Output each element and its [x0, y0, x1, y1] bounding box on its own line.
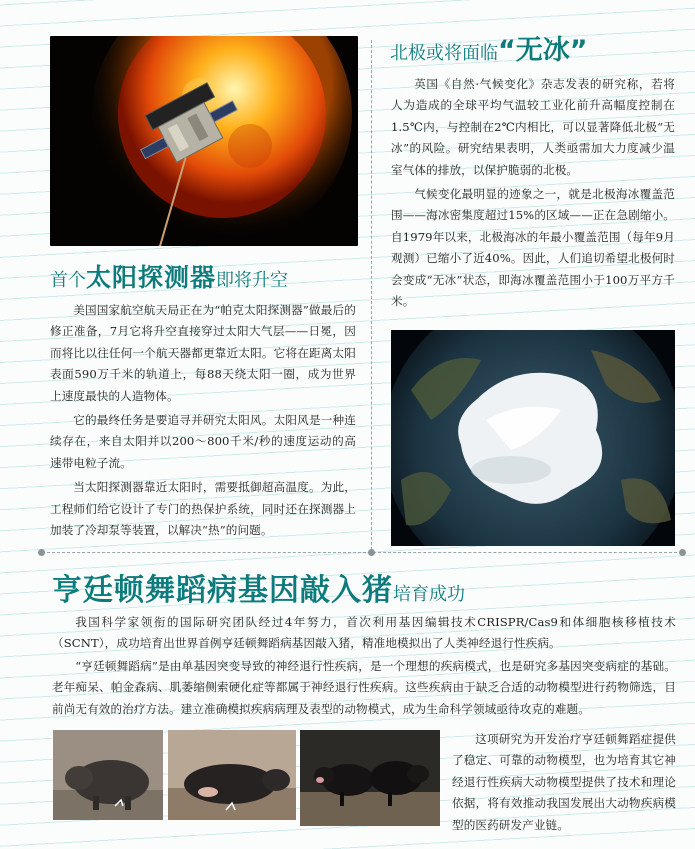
parker-solar-probe-image	[50, 36, 358, 246]
sun-title-suffix: 即将升空	[216, 270, 289, 291]
sun-paragraph: 美国国家航空航天局正在为“帕克太阳探测器”做最后的修正准备，7月它将升空直接穿过太阳大气层——日冕，因而将比以往任何一个航天器都更靠近太阳。它将在距离太阳表面590万千米的轨道上，每88天绕太阳一圈，成为世界上速度最快的人造物体。	[50, 303, 356, 403]
arctic-title-main: “无冰”	[498, 35, 588, 66]
sun-paragraph: 当太阳探测器靠近太阳时，需要抵御超高温度。为此，工程师们给它设计了专门的热保护系统，同时还在探测器上加装了冷却泵等装置，以解决“热”的问题。	[50, 480, 356, 538]
pig-title-main: 亨廷顿舞蹈病基因敲入猪	[52, 573, 393, 608]
pig-paragraph: “亨廷顿舞蹈病”是由单基因突变导致的神经退行性疾病，是一个理想的疾病模式，也是研究多基因突变病症的基础。老年痴呆、帕金森病、肌萎缩侧索硬化症等都属于神经退行性疾病。这些疾病由于缺乏合适的动物模型进行药物筛选，目前尚无有效的治疗方法。建立准确模拟疾病病理及表型的动物模式，成为生命科学领域亟待攻克的难题。	[52, 658, 676, 716]
arctic-title-prefix: 北极或将面临	[390, 43, 498, 64]
sun-title-prefix: 首个	[50, 270, 86, 291]
horizontal-divider	[42, 552, 682, 553]
vertical-divider	[371, 40, 372, 550]
arctic-paragraph: 气候变化最明显的迹象之一，就是北极海冰覆盖范围——海冰密集度超过15%的区域——正在急剧缩小。自1979年以来，北极海冰的年最小覆盖范围（每年9月观测）已缩小了近40%。因此，人们追切希望北极何时会变成“无冰”状态，即海冰覆盖范围小于100万平方千米。	[391, 187, 675, 309]
sun-paragraph: 它的最终任务是要追寻并研究太阳风。太阳风是一种连续存在，来自太阳并以200～800千米/秒的速度运动的高速带电粒子流。	[50, 413, 356, 470]
divider-dot	[368, 549, 375, 556]
divider-dot	[38, 549, 45, 556]
pig-section-title	[52, 565, 465, 609]
pig-title-suffix: 培育成功	[393, 584, 465, 605]
pig-paragraph: 我国科学家领衔的国际研究团队经过4年努力，首次利用基因编辑技术CRISPR/Cas9和体细胞核移植技术（SCNT），成功培育出世界首例亨廷顿舞蹈病基因敲入猪，精准地模拟出了人类神经退行性疾病。	[52, 615, 676, 651]
sun-section-title	[50, 258, 288, 294]
divider-dot	[679, 549, 686, 556]
arctic-paragraph: 英国《自然·气候变化》杂志发表的研究称，若将人为造成的全球平均气温较工业化前升高幅度控制在1.5℃内，与控制在2℃内相比，可以显著降低北极“无冰”的风险。研究结果表明，人类亟需加大力度减少温室气体的排放，以保护脆弱的北极。	[391, 77, 675, 177]
knock-in-pig-photo	[168, 730, 296, 820]
pig-conclusion-paragraph: 这项研究为开发治疗亨廷顿舞蹈症提供了稳定、可靠的动物模型，也为培育其它神经退行性疾病大动物模型提供了技术和理论依据，将有效推动我国发展出大动物疾病模型的医药研发产业链。	[452, 732, 676, 832]
pig-conclusion	[452, 729, 676, 836]
knock-in-piglets-photo	[300, 730, 440, 826]
pig-article-body	[52, 612, 676, 720]
arctic-section-title	[390, 28, 588, 67]
arctic-article-body	[391, 74, 675, 312]
knock-in-pig-photo	[53, 730, 163, 820]
sun-title-main: 太阳探测器	[86, 263, 217, 292]
arctic-sea-ice-image	[391, 330, 675, 546]
sun-article-body	[50, 300, 356, 541]
